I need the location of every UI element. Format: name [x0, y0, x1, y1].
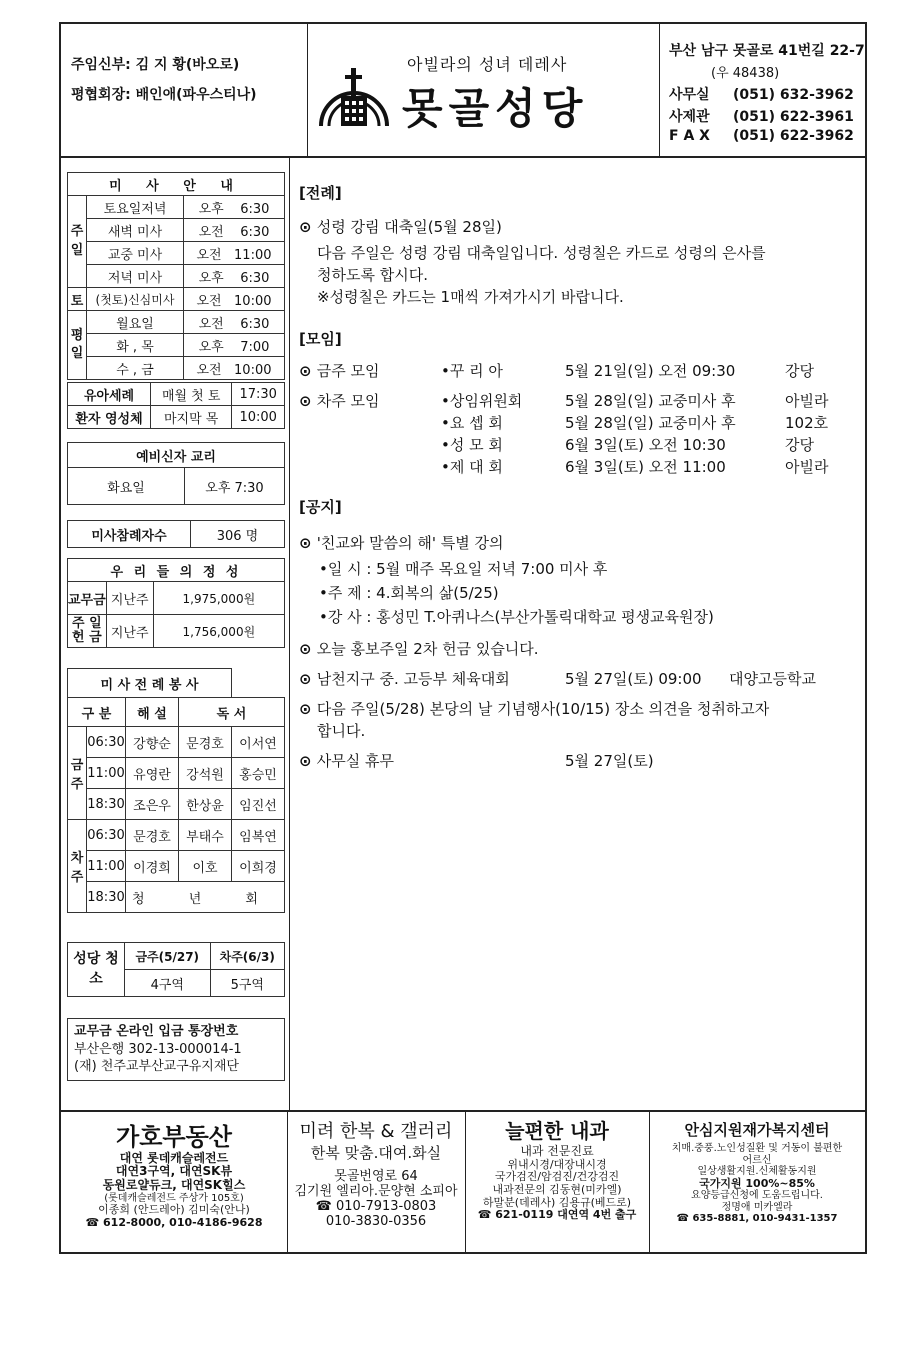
table-row: 유아세례 매월 첫 토 17:30: [68, 383, 285, 406]
mass-schedule-table: [67, 172, 285, 380]
table-row: 금주 06:30 강향순 문경호 이서연: [68, 727, 285, 758]
table-row: 성당 청소 금주(5/27) 차주(6/3): [68, 943, 285, 970]
sunday-label: 주일: [68, 196, 87, 288]
ad-care-center: 안심지원재가복지센터 치매.중풍.노인성질환 및 거동이 불편한 어르신 일상생활지원.신체활동지원 국가지원 100%~85% 요양등급신청에 도움드립니다. 정명애 미카엘라 ☎ 635-8881, 010-9431-1357: [671, 1121, 843, 1225]
table-row: 주 일 헌 금 지난주 1,756,000원: [68, 615, 285, 648]
zip-code: (우 48438): [711, 66, 780, 81]
phone-office: 사무실 (051) 632-3962: [669, 87, 854, 103]
table-row: 주일 토요일저녁 오후 6:30: [68, 196, 285, 219]
catechumen-table: [67, 442, 285, 505]
ad-clinic: 늘편한 내과 내과 전문진료 위내시경/대장내시경 국가검진/암검진/건강검진 내과전문의 김동현(미카엘) 하말분(데레사) 김용규(베드로) ☎ 621-0119 대연역 4번 출구: [465, 1112, 650, 1254]
header-left: [61, 24, 308, 156]
service-title: 미 사 전 례 봉 사: [68, 669, 232, 698]
table-row: 새벽 미사 오전 6:30: [68, 219, 285, 242]
church-logo-icon: [315, 66, 393, 130]
cleaning-table: [67, 942, 285, 997]
footer-ads: [61, 1110, 865, 1254]
next-week-label: 차주: [68, 820, 87, 913]
table-row: 수 , 금 오전 10:00: [68, 357, 285, 380]
sports-notice: ⊙ 남천지구 중. 고등부 체육대회: [299, 670, 510, 688]
bullet-icon: ⊙: [299, 362, 317, 380]
account-box: [67, 1018, 285, 1081]
bulletin-sheet: [59, 22, 867, 1254]
meetings-heading: [모임]: [299, 330, 342, 348]
table-row: 교중 미사 오전 11:00: [68, 242, 285, 265]
pastor-name: 주임신부: 김 지 황(바오로): [71, 57, 240, 73]
attendance-count: 306 명: [191, 521, 285, 548]
offering-title: 우 리 들 의 정 성: [68, 559, 285, 582]
offering-table: [67, 558, 285, 648]
lecture-notice: ⊙ '친교와 말씀의 해' 특별 강의: [299, 534, 504, 552]
header: [61, 24, 865, 158]
bullet-icon: ⊙: [299, 752, 317, 770]
bullet-icon: ⊙: [299, 640, 317, 658]
saturday-label: 토: [68, 288, 87, 311]
account-title: 교무금 온라인 입금 통장번호: [74, 1024, 239, 1039]
liturgy-heading: [전례]: [299, 184, 342, 202]
youth-group: 청 년 회: [126, 882, 285, 913]
table-row: 18:30 조은우 한상윤 임진선: [68, 789, 285, 820]
parish-title: 못골성당: [402, 84, 589, 133]
bullet-icon: ⊙: [299, 218, 317, 236]
this-week-meetings: ⊙ 금주 모임: [299, 362, 380, 380]
header-center: [307, 24, 660, 156]
right-column: [전례] ⊙ 성령 강림 대축일(5월 28일) 다음 주일은 성령 강림 대축일입니다. 성령칠은 카드로 성령의 은사를 청하도록 합시다. ※성령칠은 카드는 1매씩 가져가시기 바랍니다. [모임] ⊙ 금주 모임 •꾸 리 아 5월 21일(일) 오전 09:30 강당 ⊙ 차주 모임 •상임위원회 5월 28일(일) 교중미사 후 아빌라 •요 셉 회 5월 28일(일) 교중미사 후 102호 •성 모 회 6월 3일(토) 오전 10:30 강당 •제 대 회 6월 3일(토) 오전 11:00 아빌라 [공지] ⊙ '친교와 말씀의 해' 특별 강의 •일 시 : 5월 매주 목요일 저녁 7:00 미사 후 •주 제 : 4.회복의 삶(5/25) •강 사 : 홍성민 T.아퀴나스(부산가톨릭대학교 평생교육원장) ⊙ 오늘 홍보주일 2차 헌금 있습니다. ⊙ 남천지구 중. 고등부 체육대회 5월 27일(토) 09:00 대양고등학교 ⊙ 다음 주일(5/28) 본당의 날 기념행사(10/15) 장소 의견을 청취하고자 합니다. ⊙ 사무실 휴무 5월 27일(토): [299, 184, 829, 770]
opinion-notice: ⊙ 다음 주일(5/28) 본당의 날 기념행사(10/15) 장소 의견을 청취하고자: [299, 700, 770, 718]
bullet-icon: ⊙: [299, 392, 317, 410]
this-week-label: 금주: [68, 727, 87, 820]
collection-notice: ⊙ 오늘 홍보주일 2차 헌금 있습니다.: [299, 640, 539, 658]
table-row: 11:00 이경희 이호 이희경: [68, 851, 285, 882]
table-row: 토 (첫토)신심미사 오전 10:00: [68, 288, 285, 311]
ad-real-estate: 가호부동산 대연 롯데캐슬레전드 대연3구역, 대연SK뷰 동원로얄듀크, 대연SK힐스 (롯데캐슬레전드 주상가 105호) 이종희 (안드레아) 김미숙(안나) ☎ 612-8000, 010-4186-9628: [61, 1112, 288, 1254]
attendance-table: [67, 520, 285, 548]
bullet-icon: ⊙: [299, 534, 317, 552]
phone-rectory: 사제관 (051) 622-3961: [669, 109, 854, 125]
sacrament-table: [67, 382, 285, 429]
header-right: [659, 24, 865, 156]
mass-schedule-title: 미 사 안 내: [68, 173, 285, 196]
table-row: 구 분 해 설 독 서: [68, 698, 285, 727]
table-row: 화 , 목 오후 7:00: [68, 334, 285, 357]
address: 부산 남구 못골로 41번길 22-7: [669, 43, 865, 59]
table-row: 화요일 오후 7:30: [68, 468, 285, 505]
table-row: 평일 월요일 오전 6:30: [68, 311, 285, 334]
next-week-meetings: ⊙ 차주 모임: [299, 392, 380, 410]
bullet-icon: ⊙: [299, 670, 317, 688]
notices-heading: [공지]: [299, 498, 342, 516]
liturgy-service-table: [67, 668, 285, 913]
catechumen-title: 예비신자 교리: [68, 443, 285, 468]
table-row: 11:00 유영란 강석원 홍승민: [68, 758, 285, 789]
phone-fax: F A X (051) 622-3962: [669, 128, 854, 144]
table-row: 차주 06:30 문경호 부태수 임복연: [68, 820, 285, 851]
table-row: 환자 영성체 마지막 목 10:00: [68, 406, 285, 429]
bullet-icon: ⊙: [299, 700, 317, 718]
table-row: 저녁 미사 오후 6:30: [68, 265, 285, 288]
office-closed-notice: ⊙ 사무실 휴무: [299, 752, 395, 770]
bank-account: 부산은행 302-13-000014-1: [74, 1041, 242, 1057]
cleaning-label: 성당 청소: [68, 943, 125, 997]
table-row: 교무금 지난주 1,975,000원: [68, 582, 285, 615]
left-column: [61, 156, 290, 1110]
weekday-label: 평일: [68, 311, 87, 380]
council-president: 평협회장: 배인애(파우스티나): [71, 87, 257, 103]
account-holder: (재) 천주교부산교구유지재단: [74, 1059, 239, 1075]
ad-hanbok: 미려 한복 & 갤러리 한복 맞춤.대여.화실 못골번영로 64 김기원 엘리아.문양현 소피아 ☎ 010-7913-0803 010-3830-0356: [287, 1112, 466, 1254]
table-row: 4구역 5구역: [68, 970, 285, 997]
liturgy-item: ⊙ 성령 강림 대축일(5월 28일): [299, 218, 502, 236]
patron-saint: 아빌라의 성녀 데레사: [407, 55, 568, 74]
table-row: 미사참례자수 306 명: [68, 521, 285, 548]
table-row: 18:30 청 년 회: [68, 882, 285, 913]
